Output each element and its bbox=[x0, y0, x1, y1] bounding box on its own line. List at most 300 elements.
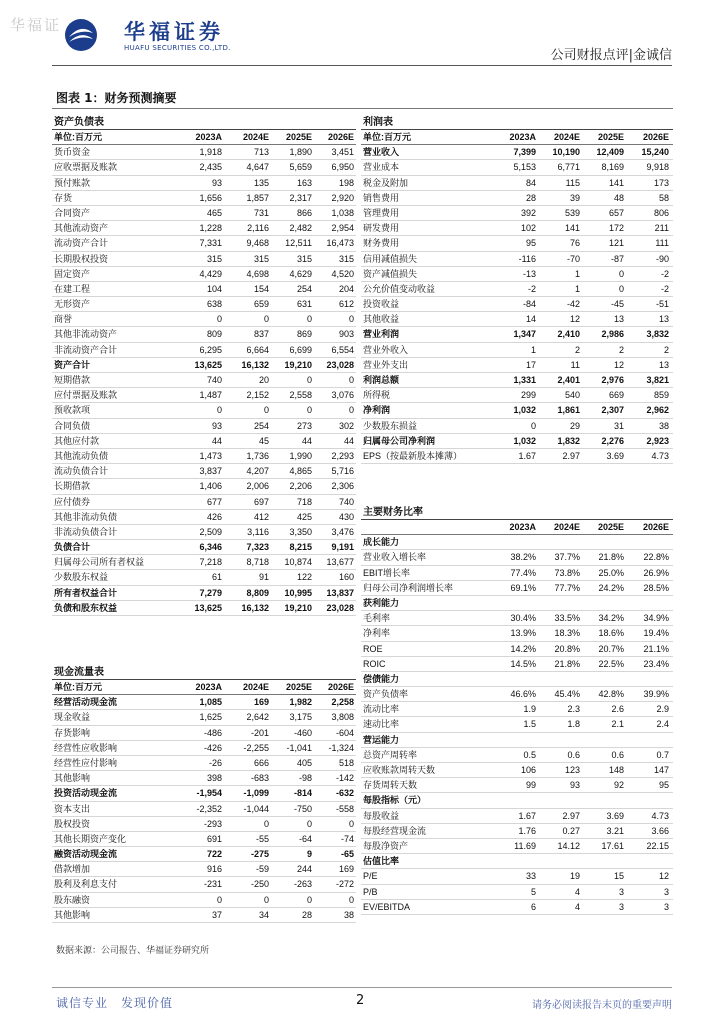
row-value: 2,976 bbox=[601, 375, 624, 385]
row-value: 15 bbox=[613, 871, 624, 882]
table-row bbox=[52, 160, 356, 175]
row-label: 其他长期资产变化 bbox=[54, 833, 127, 844]
table-row bbox=[361, 176, 673, 191]
row-value: -13 bbox=[522, 268, 536, 279]
table-row bbox=[361, 793, 673, 808]
row-value: 99 bbox=[525, 780, 536, 791]
row-label: 归属母公司净利润 bbox=[363, 435, 436, 446]
table-row bbox=[52, 540, 356, 555]
row-value: 4,698 bbox=[246, 268, 269, 279]
row-label: 信用减值损失 bbox=[363, 253, 418, 264]
row-value: 45.4% bbox=[554, 689, 580, 700]
row-value: 1,473 bbox=[199, 450, 222, 461]
row-value: 2,317 bbox=[289, 192, 312, 203]
header-year: 2025E bbox=[597, 522, 624, 532]
footer-disclaimer: 请务必阅读报告末页的重要声明 bbox=[532, 1000, 672, 1011]
row-value: 20 bbox=[258, 375, 269, 385]
row-value: 163 bbox=[296, 177, 312, 188]
row-label: 每股收益 bbox=[363, 810, 400, 821]
row-label: 净利率 bbox=[363, 628, 391, 639]
row-label: 营业收入增长率 bbox=[363, 552, 427, 563]
row-value: 2.97 bbox=[562, 810, 580, 821]
row-value: 540 bbox=[564, 390, 580, 401]
row-value: 2 bbox=[618, 344, 624, 355]
row-value: -750 bbox=[293, 803, 312, 814]
row-label: 存货影响 bbox=[54, 727, 91, 738]
row-label: 研发费用 bbox=[363, 223, 400, 234]
row-value: 4,520 bbox=[331, 268, 354, 279]
row-label: 每股净资产 bbox=[363, 840, 409, 851]
row-value: 38 bbox=[343, 909, 354, 920]
row-value: 539 bbox=[564, 207, 580, 218]
header-year: 2025E bbox=[597, 132, 624, 142]
row-label: P/B bbox=[363, 886, 378, 897]
row-value: 1,990 bbox=[289, 450, 312, 461]
row-value: 1,406 bbox=[199, 481, 222, 492]
row-value: 58 bbox=[658, 192, 669, 203]
row-value: 691 bbox=[206, 833, 222, 844]
row-value: 15,240 bbox=[641, 147, 669, 158]
table-row bbox=[52, 236, 356, 251]
table-row bbox=[361, 809, 673, 824]
row-value: 254 bbox=[253, 420, 269, 431]
header-unit-label: 单位:百万元 bbox=[363, 132, 411, 142]
table-row bbox=[361, 869, 673, 884]
row-value: 2,206 bbox=[289, 481, 312, 492]
row-value: -70 bbox=[566, 253, 580, 264]
row-value: 14.5% bbox=[510, 658, 536, 669]
row-value: 13,677 bbox=[326, 557, 354, 568]
row-value: 426 bbox=[206, 511, 222, 522]
row-value: 1,857 bbox=[246, 192, 269, 203]
row-value: 10,874 bbox=[284, 557, 312, 568]
row-value: 21.1% bbox=[643, 643, 669, 654]
row-label: 存货 bbox=[54, 192, 73, 203]
row-value: 4,647 bbox=[246, 162, 269, 173]
row-value: 3,350 bbox=[289, 526, 312, 537]
row-label: EBIT增长率 bbox=[363, 567, 411, 578]
row-label: 营业成本 bbox=[363, 162, 400, 173]
row-value: 77.4% bbox=[510, 567, 536, 578]
row-value: 37.7% bbox=[554, 552, 580, 563]
row-value: 1,736 bbox=[246, 450, 269, 461]
row-value: 4.73 bbox=[651, 450, 669, 461]
row-value: 1.8 bbox=[567, 719, 580, 730]
row-value: 244 bbox=[296, 864, 312, 875]
row-value: 93 bbox=[569, 780, 580, 791]
data-source: 数据来源：公司报告、华福证券研究所 bbox=[56, 946, 210, 956]
row-value: 2.4 bbox=[656, 719, 669, 730]
table-row bbox=[361, 763, 673, 778]
table-row bbox=[361, 611, 673, 626]
header-year: 2023A bbox=[195, 132, 222, 142]
row-value: 95 bbox=[525, 238, 536, 249]
table-row bbox=[52, 586, 356, 601]
row-value: 2.3 bbox=[567, 704, 580, 715]
row-value: 697 bbox=[253, 496, 269, 507]
row-value: 29 bbox=[569, 420, 580, 431]
row-value: 666 bbox=[253, 757, 269, 768]
row-value: 23,028 bbox=[326, 602, 354, 613]
row-value: 2.9 bbox=[656, 704, 669, 715]
row-value: 46.6% bbox=[510, 689, 536, 700]
row-value: 659 bbox=[253, 299, 269, 310]
row-value: 2 bbox=[663, 344, 669, 355]
row-label: 经营活动现金流 bbox=[54, 697, 118, 708]
row-value: 121 bbox=[608, 238, 624, 249]
row-value: 2,642 bbox=[246, 712, 269, 723]
row-value: 4,629 bbox=[289, 268, 312, 279]
row-value: 677 bbox=[206, 496, 222, 507]
row-value: 518 bbox=[338, 757, 354, 768]
row-value: -87 bbox=[610, 253, 624, 264]
row-value: -1,099 bbox=[243, 788, 269, 799]
row-label: 营业利润 bbox=[363, 329, 400, 340]
row-value: 84 bbox=[525, 177, 536, 188]
row-value: 1,918 bbox=[199, 147, 222, 158]
row-value: 141 bbox=[564, 223, 580, 234]
table-row bbox=[361, 327, 673, 342]
row-value: 23,028 bbox=[326, 359, 354, 370]
row-value: 13,625 bbox=[194, 359, 222, 370]
row-value: -45 bbox=[610, 299, 624, 310]
row-value: 76 bbox=[569, 238, 580, 249]
row-value: 1,656 bbox=[199, 192, 222, 203]
table-header-row bbox=[52, 130, 356, 145]
row-label: 毛利率 bbox=[363, 613, 391, 624]
row-value: 2,962 bbox=[646, 405, 669, 416]
row-value: 160 bbox=[338, 572, 354, 583]
row-value: 657 bbox=[608, 207, 624, 218]
row-value: 31 bbox=[613, 420, 624, 431]
row-value: 19,210 bbox=[284, 359, 312, 370]
table-row bbox=[361, 252, 673, 267]
row-label: 预收款项 bbox=[54, 405, 91, 416]
row-label: 估值比率 bbox=[363, 856, 400, 867]
row-label: 经营性应付影响 bbox=[54, 757, 118, 768]
row-label: 其他应付款 bbox=[54, 435, 100, 446]
row-value: 1,085 bbox=[199, 697, 222, 708]
row-label: 其他影响 bbox=[54, 909, 91, 920]
row-label: 非流动负债合计 bbox=[54, 526, 118, 537]
row-value: -2 bbox=[527, 283, 536, 294]
table-row bbox=[361, 778, 673, 793]
row-label: 商誉 bbox=[54, 314, 73, 325]
table-row bbox=[52, 252, 356, 267]
row-value: 6,699 bbox=[289, 344, 312, 355]
table-row bbox=[52, 726, 356, 741]
row-value: -2,352 bbox=[196, 803, 222, 814]
row-label: 融资活动现金流 bbox=[54, 849, 118, 860]
income-statement-table bbox=[361, 115, 673, 464]
table-header-row bbox=[361, 520, 673, 535]
row-label: 速动比率 bbox=[363, 719, 400, 730]
row-value: 3,476 bbox=[331, 526, 354, 537]
table-row bbox=[361, 687, 673, 702]
row-value: 1 bbox=[574, 283, 580, 294]
table-row bbox=[361, 900, 673, 915]
table-row bbox=[52, 434, 356, 449]
row-label: 应收账款周转天数 bbox=[363, 765, 436, 775]
row-value: 61 bbox=[211, 572, 222, 583]
table-row bbox=[361, 388, 673, 403]
table-header-row bbox=[52, 680, 356, 695]
row-label: 财务费用 bbox=[363, 238, 400, 249]
row-label: 股东融资 bbox=[54, 894, 91, 905]
row-label: 长期借款 bbox=[54, 481, 91, 492]
table-row bbox=[361, 642, 673, 657]
row-label: 净利润 bbox=[363, 405, 391, 416]
table-row bbox=[52, 312, 356, 327]
row-value: 7,331 bbox=[199, 238, 222, 249]
row-value: 0 bbox=[263, 314, 269, 325]
cash-flow-table bbox=[52, 665, 356, 923]
row-value: 18.3% bbox=[554, 628, 580, 639]
row-value: 33 bbox=[525, 871, 536, 882]
row-value: 315 bbox=[206, 253, 222, 264]
row-value: 34.9% bbox=[643, 613, 669, 624]
row-label: 经营性应收影响 bbox=[54, 742, 118, 753]
row-label: 应付票据及账款 bbox=[54, 390, 118, 401]
row-value: -84 bbox=[522, 299, 536, 310]
row-value: 34.2% bbox=[598, 613, 624, 624]
row-label: 少数股东权益 bbox=[54, 572, 109, 583]
row-value: 169 bbox=[338, 864, 354, 875]
row-value: 809 bbox=[206, 329, 222, 340]
row-value: 859 bbox=[653, 390, 669, 401]
header-year: 2024E bbox=[553, 132, 580, 142]
row-value: 2,482 bbox=[289, 223, 312, 234]
row-value: 718 bbox=[296, 496, 312, 507]
row-value: 2,923 bbox=[646, 435, 669, 446]
table-row bbox=[52, 282, 356, 297]
row-label: 预付账款 bbox=[54, 177, 91, 188]
row-label: 短期借款 bbox=[54, 375, 91, 385]
row-value: -683 bbox=[250, 773, 269, 784]
table-row bbox=[361, 206, 673, 221]
row-label: 合同负债 bbox=[54, 420, 91, 431]
table-row bbox=[52, 601, 356, 616]
table-row bbox=[52, 373, 356, 388]
row-value: 0 bbox=[348, 314, 354, 325]
row-value: 13.9% bbox=[510, 628, 536, 639]
table-row bbox=[361, 236, 673, 251]
row-value: 638 bbox=[206, 299, 222, 310]
row-value: 713 bbox=[253, 147, 269, 158]
figure-divider bbox=[52, 108, 673, 109]
row-value: 3,451 bbox=[331, 147, 354, 158]
row-label: 非流动资产合计 bbox=[54, 344, 118, 355]
row-value: 23.4% bbox=[643, 658, 669, 669]
table-row bbox=[361, 626, 673, 641]
row-value: 2,258 bbox=[331, 697, 354, 708]
row-value: 722 bbox=[206, 849, 222, 860]
row-value: 3,076 bbox=[331, 390, 354, 401]
row-value: 3,821 bbox=[646, 375, 669, 385]
row-value: 39.9% bbox=[643, 689, 669, 700]
row-value: 8,718 bbox=[246, 557, 269, 568]
brand-name-en: HUAFU SECURITIES CO.,LTD. bbox=[124, 44, 231, 52]
row-label: EPS（按最新股本摊薄） bbox=[363, 450, 463, 461]
row-value: -275 bbox=[250, 849, 269, 860]
row-value: -814 bbox=[293, 788, 312, 799]
row-label: 其他影响 bbox=[54, 773, 91, 784]
row-value: 0.7 bbox=[656, 749, 669, 760]
footer-divider bbox=[52, 987, 672, 988]
row-value: 7,279 bbox=[199, 587, 222, 598]
row-value: 12 bbox=[658, 871, 669, 882]
row-value: 34 bbox=[258, 909, 269, 920]
row-value: 28 bbox=[301, 909, 312, 920]
row-value: -1,324 bbox=[328, 742, 354, 753]
row-value: 173 bbox=[653, 177, 669, 188]
row-value: 0 bbox=[348, 375, 354, 385]
row-value: 2.1 bbox=[611, 719, 624, 730]
row-value: 1.9 bbox=[523, 704, 536, 715]
row-label: ROE bbox=[363, 643, 383, 654]
row-value: -1,044 bbox=[243, 803, 269, 814]
table-row bbox=[52, 555, 356, 570]
row-value: 69.1% bbox=[510, 582, 536, 593]
row-value: 2,276 bbox=[601, 435, 624, 446]
row-label: 负债合计 bbox=[54, 542, 91, 553]
row-value: 9,191 bbox=[331, 542, 354, 553]
row-label: 投资收益 bbox=[363, 299, 400, 310]
row-value: 4 bbox=[574, 901, 580, 912]
row-value: 48 bbox=[613, 192, 624, 203]
row-value: 1,038 bbox=[331, 207, 354, 218]
table-row bbox=[52, 710, 356, 725]
row-label: 每股经营现金流 bbox=[363, 825, 427, 836]
row-value: 6,346 bbox=[199, 542, 222, 553]
table-row bbox=[361, 160, 673, 175]
row-value: 93 bbox=[211, 420, 222, 431]
row-value: 24.2% bbox=[598, 582, 624, 593]
table-row bbox=[52, 525, 356, 540]
row-label: 销售费用 bbox=[363, 192, 400, 203]
table-row bbox=[52, 741, 356, 756]
figure-title: 图表 1：财务预测摘要 bbox=[56, 91, 177, 105]
row-value: 5 bbox=[530, 886, 536, 897]
row-value: 398 bbox=[206, 773, 222, 784]
table-row bbox=[361, 191, 673, 206]
row-value: 6,771 bbox=[557, 162, 580, 173]
row-value: -74 bbox=[340, 833, 354, 844]
header-unit-label: 单位:百万元 bbox=[54, 132, 102, 142]
header-year: 2026E bbox=[642, 522, 669, 532]
row-label: 归母公司净利润增长率 bbox=[363, 582, 454, 593]
row-value: 9,918 bbox=[646, 162, 669, 173]
table-row bbox=[361, 657, 673, 672]
row-value: 0 bbox=[306, 894, 312, 905]
row-label: 合同资产 bbox=[54, 207, 91, 218]
row-value: 5,659 bbox=[289, 162, 312, 173]
row-value: 1,347 bbox=[513, 329, 536, 340]
table-title: 资产负债表 bbox=[52, 115, 356, 130]
row-value: -1,954 bbox=[196, 788, 222, 799]
row-value: 3,175 bbox=[289, 712, 312, 723]
row-label: 少数股东损益 bbox=[363, 420, 418, 431]
company-logo-icon bbox=[64, 18, 98, 52]
table-row bbox=[361, 282, 673, 297]
header-year: 2023A bbox=[195, 682, 222, 692]
row-value: 465 bbox=[206, 207, 222, 218]
row-value: 4,207 bbox=[246, 466, 269, 477]
row-value: -272 bbox=[335, 879, 354, 890]
row-value: 3.69 bbox=[606, 810, 624, 821]
row-value: 0 bbox=[348, 405, 354, 416]
row-value: 3 bbox=[663, 886, 669, 897]
row-label: 所有者权益合计 bbox=[54, 587, 118, 598]
row-value: -65 bbox=[340, 849, 354, 860]
row-value: 26.9% bbox=[643, 567, 669, 578]
row-value: 0 bbox=[263, 405, 269, 416]
row-value: -90 bbox=[655, 253, 669, 264]
row-value: 21.8% bbox=[598, 552, 624, 563]
table-row bbox=[361, 221, 673, 236]
row-value: 1,625 bbox=[199, 712, 222, 723]
row-value: 866 bbox=[296, 207, 312, 218]
row-value: 0.27 bbox=[562, 825, 580, 836]
row-value: 38 bbox=[658, 420, 669, 431]
row-value: -263 bbox=[293, 879, 312, 890]
row-value: 77.7% bbox=[554, 582, 580, 593]
table-row bbox=[361, 535, 673, 550]
header-year: 2025E bbox=[285, 682, 312, 692]
table-row bbox=[361, 312, 673, 327]
row-value: -116 bbox=[518, 253, 536, 264]
table-row bbox=[52, 802, 356, 817]
row-value: 3,808 bbox=[331, 712, 354, 723]
row-label: 归属母公司所有者权益 bbox=[54, 557, 145, 568]
row-value: 104 bbox=[206, 283, 222, 294]
row-value: 254 bbox=[296, 283, 312, 294]
row-value: 669 bbox=[608, 390, 624, 401]
row-value: 6,950 bbox=[331, 162, 354, 173]
table-row bbox=[52, 908, 356, 923]
row-value: 0 bbox=[263, 894, 269, 905]
row-label: 无形资产 bbox=[54, 299, 91, 310]
row-label: 长期股权投资 bbox=[54, 253, 109, 264]
table-row bbox=[52, 464, 356, 479]
row-value: 916 bbox=[206, 864, 222, 875]
row-label: 借款增加 bbox=[54, 864, 91, 875]
row-label: 在建工程 bbox=[54, 283, 91, 294]
row-value: 17.61 bbox=[601, 840, 624, 851]
row-value: 2,558 bbox=[289, 390, 312, 401]
row-value: 147 bbox=[653, 765, 669, 775]
row-value: 95 bbox=[658, 780, 669, 791]
table-row bbox=[361, 733, 673, 748]
row-value: 0.6 bbox=[567, 749, 580, 760]
row-value: 0.6 bbox=[611, 749, 624, 760]
row-value: 33.5% bbox=[554, 613, 580, 624]
row-label: 其他非流动负债 bbox=[54, 511, 118, 522]
row-label: 流动资产合计 bbox=[54, 238, 109, 249]
table-row bbox=[361, 449, 673, 464]
row-value: 0 bbox=[306, 375, 312, 385]
row-value: -201 bbox=[250, 727, 269, 738]
table-row bbox=[361, 824, 673, 839]
row-value: 6,295 bbox=[199, 344, 222, 355]
table-row bbox=[361, 717, 673, 732]
table-row bbox=[361, 550, 673, 565]
row-value: 425 bbox=[296, 511, 312, 522]
row-value: 92 bbox=[613, 780, 624, 791]
row-value: 20.8% bbox=[554, 643, 580, 654]
row-label: 获利能力 bbox=[363, 597, 400, 608]
row-value: 2,307 bbox=[601, 405, 624, 416]
